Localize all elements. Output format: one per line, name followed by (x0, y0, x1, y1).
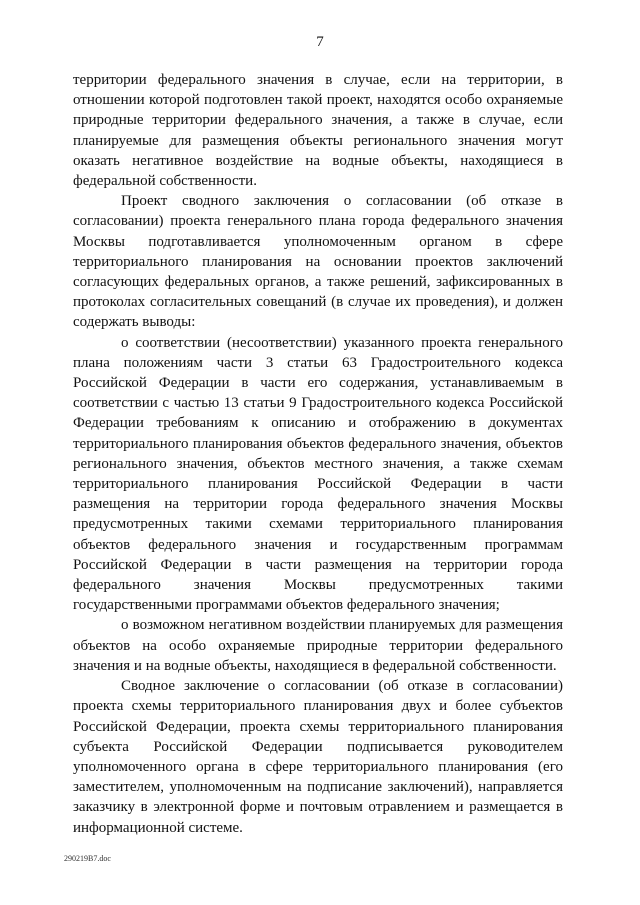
paragraph-3: о соответствии (несоответствии) указанного проекта генерального плана положениям части 3 статьи 63 Градостроительного кодекса Российской Федерации в части его содержания, устанавливаемым в соответствии с частью 13 статьи 9 Градостроительного кодекса Российской Федерации требованиям к описанию и отображению в документах территориального планирования объектов федерального значения, объектов регионального значения, объектов местного значения, а также схемам территориального планирования Российской Федерации в части размещения на территории города федерального значения Москвы предусмотренных такими схемами территориального планирования объектов федерального значения и государственным программам Российской Федерации в части размещения на территории города федерального значения Москвы предусмотренных такими государственными программами объектов федерального значения; (73, 334, 563, 614)
page-number: 7 (316, 34, 324, 50)
paragraph-5: Сводное заключение о согласовании (об отказе в согласовании) проекта схемы территориального планирования двух и более субъектов Российской Федерации, проекта схемы территориального планирования субъекта Российской Федерации подписывается руководителем уполномоченного органа в сфере территориального планирования (его заместителем, уполномоченным на подписание заключений), направляется заказчику в электронной форме и почтовым отравлением и размещается в информационной системе. (73, 678, 563, 836)
paragraph-2: Проект сводного заключения о согласовании (об отказе в согласовании) проекта генерального плана города федерального значения Москвы подготавливается уполномоченным органом в сфере территориального планирования на основании проектов заключений согласующих федеральных органов, а также решений, зафиксированных в протоколах согласительных совещаний (в случае их проведения), и должен содержать выводы: (73, 193, 563, 331)
document-file-code: 290219В7.doc (64, 854, 111, 863)
paragraph-4: о возможном негативном воздействии планируемых для размещения объектов на особо охраняемые природные территории федерального значения и на водные объекты, находящиеся в федеральной собственности. (73, 617, 563, 674)
document-body (73, 70, 563, 838)
paragraph-1: территории федерального значения в случае, если на территории, в отношении которой подготовлен такой проект, находятся особо охраняемые природные территории федерального значения, а также в случае, если планируемые для размещения объекты регионального значения могут оказать негативное воздействие на водные объекты, находящиеся в федеральной собственности. (73, 72, 563, 190)
